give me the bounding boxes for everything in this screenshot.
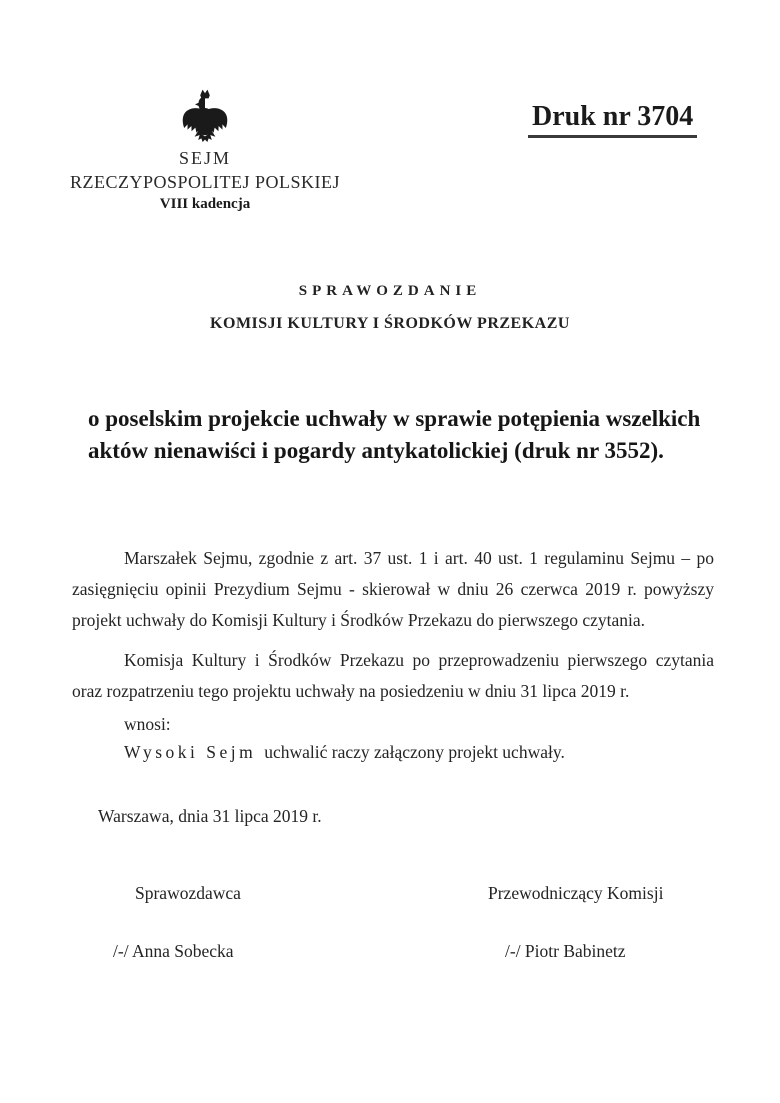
body-paragraph-1: Marszałek Sejmu, zgodnie z art. 37 ust. 1 i art. 40 ust. 1 regulaminu Sejmu – po zasięgnięciu opinii Prezydium Sejmu - skierował w dniu 26 czerwca 2019 r. powyższy projekt uchwały do Komisji Kultury i Środków Przekazu do pierwszego czytania. (72, 548, 714, 630)
committee-heading: KOMISJI KULTURY I ŚRODKÓW PRZEKAZU (210, 315, 570, 332)
institution-term: VIII kadencja (159, 196, 251, 212)
signature-name-left: /-/ Anna Sobecka (113, 941, 234, 961)
motion-line (124, 742, 565, 763)
document-title: o poselskim projekcie uchwały w sprawie potępienia wszelkich aktów nienawiści i pogardy antykatolickiej (druk nr 3552). (88, 406, 701, 463)
body-paragraph-2: Komisja Kultury i Środków Przekazu po przeprowadzeniu pierwszego czytania oraz rozpatrzeniu tego projektu uchwały na posiedzeniu w dniu 31 lipca 2019 r. (72, 650, 714, 701)
print-number: Druk nr 3704 (528, 101, 697, 138)
signature-name-right: /-/ Piotr Babinetz (505, 941, 626, 961)
signature-role-right: Przewodniczący Komisji (488, 883, 664, 903)
report-heading: SPRAWOZDANIE (298, 283, 482, 299)
motion-text: uchwalić raczy załączony projekt uchwały. (264, 742, 565, 762)
motion-intro: wnosi: (124, 714, 171, 734)
polish-eagle-emblem-icon (181, 88, 229, 144)
institution-name-line2: RZECZYPOSPOLITEJ POLSKIEJ (69, 172, 341, 192)
motion-subject: Wysoki Sejm (124, 742, 257, 762)
signature-role-left: Sprawozdawca (135, 883, 241, 903)
letterhead (55, 88, 355, 213)
institution-name-line1: SEJM (178, 148, 231, 168)
date-line: Warszawa, dnia 31 lipca 2019 r. (98, 806, 322, 826)
